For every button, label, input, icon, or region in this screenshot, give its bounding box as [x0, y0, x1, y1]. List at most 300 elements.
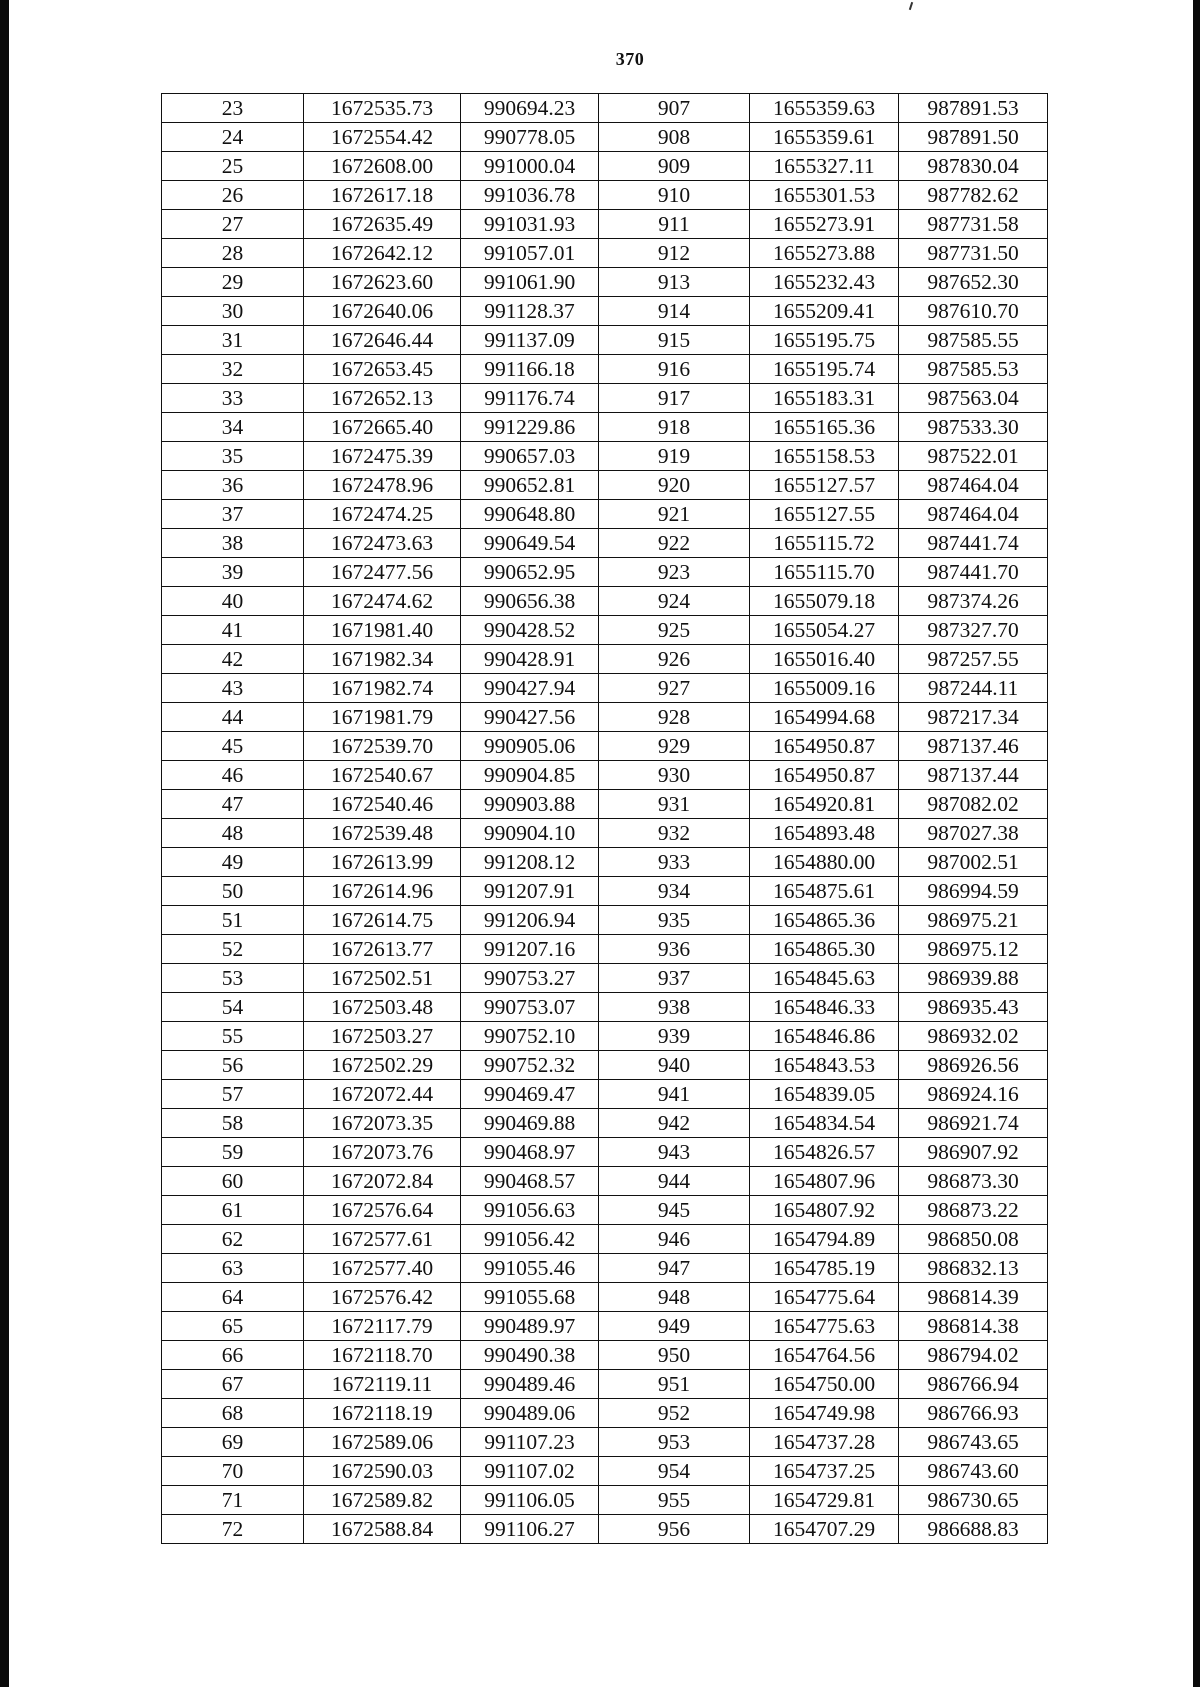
point-number-right-cell: 933	[599, 848, 750, 877]
table-row	[162, 761, 1048, 790]
point-number-right-cell: 916	[599, 355, 750, 384]
point-number-right-cell: 945	[599, 1196, 750, 1225]
x-coordinate-left-cell: 1672535.73	[304, 94, 461, 123]
table-row	[162, 993, 1048, 1022]
point-number-left-cell: 37	[162, 500, 304, 529]
y-coordinate-right-cell: 986766.94	[899, 1370, 1048, 1399]
y-coordinate-left-cell: 990657.03	[461, 442, 599, 471]
y-coordinate-right-cell: 987082.02	[899, 790, 1048, 819]
coordinates-table-body	[162, 94, 1048, 1544]
point-number-left-cell: 43	[162, 674, 304, 703]
x-coordinate-right-cell: 1654764.56	[750, 1341, 899, 1370]
x-coordinate-right-cell: 1654846.33	[750, 993, 899, 1022]
x-coordinate-right-cell: 1655127.57	[750, 471, 899, 500]
y-coordinate-right-cell: 987563.04	[899, 384, 1048, 413]
point-number-right-cell: 913	[599, 268, 750, 297]
x-coordinate-right-cell: 1654826.57	[750, 1138, 899, 1167]
x-coordinate-left-cell: 1672576.42	[304, 1283, 461, 1312]
x-coordinate-left-cell: 1672539.48	[304, 819, 461, 848]
x-coordinate-right-cell: 1654807.96	[750, 1167, 899, 1196]
x-coordinate-left-cell: 1672072.84	[304, 1167, 461, 1196]
y-coordinate-left-cell: 991056.63	[461, 1196, 599, 1225]
table-row	[162, 732, 1048, 761]
x-coordinate-left-cell: 1672474.62	[304, 587, 461, 616]
point-number-left-cell: 41	[162, 616, 304, 645]
x-coordinate-right-cell: 1654737.28	[750, 1428, 899, 1457]
point-number-left-cell: 51	[162, 906, 304, 935]
point-number-left-cell: 25	[162, 152, 304, 181]
point-number-left-cell: 31	[162, 326, 304, 355]
point-number-left-cell: 26	[162, 181, 304, 210]
point-number-left-cell: 57	[162, 1080, 304, 1109]
y-coordinate-left-cell: 991106.05	[461, 1486, 599, 1515]
y-coordinate-left-cell: 991207.91	[461, 877, 599, 906]
table-row	[162, 1399, 1048, 1428]
x-coordinate-right-cell: 1654893.48	[750, 819, 899, 848]
table-row	[162, 152, 1048, 181]
x-coordinate-left-cell: 1672588.84	[304, 1515, 461, 1544]
point-number-left-cell: 58	[162, 1109, 304, 1138]
x-coordinate-left-cell: 1672072.44	[304, 1080, 461, 1109]
point-number-left-cell: 39	[162, 558, 304, 587]
x-coordinate-right-cell: 1655127.55	[750, 500, 899, 529]
point-number-right-cell: 955	[599, 1486, 750, 1515]
table-row	[162, 181, 1048, 210]
y-coordinate-left-cell: 990648.80	[461, 500, 599, 529]
x-coordinate-left-cell: 1672073.35	[304, 1109, 461, 1138]
point-number-right-cell: 938	[599, 993, 750, 1022]
point-number-right-cell: 920	[599, 471, 750, 500]
point-number-right-cell: 907	[599, 94, 750, 123]
point-number-left-cell: 66	[162, 1341, 304, 1370]
y-coordinate-right-cell: 987830.04	[899, 152, 1048, 181]
y-coordinate-left-cell: 991107.23	[461, 1428, 599, 1457]
point-number-right-cell: 910	[599, 181, 750, 210]
y-coordinate-right-cell: 986730.65	[899, 1486, 1048, 1515]
point-number-right-cell: 908	[599, 123, 750, 152]
x-coordinate-left-cell: 1672554.42	[304, 123, 461, 152]
x-coordinate-left-cell: 1672613.77	[304, 935, 461, 964]
y-coordinate-left-cell: 990427.94	[461, 674, 599, 703]
point-number-left-cell: 40	[162, 587, 304, 616]
point-number-right-cell: 932	[599, 819, 750, 848]
table-row	[162, 94, 1048, 123]
x-coordinate-right-cell: 1654950.87	[750, 761, 899, 790]
point-number-left-cell: 28	[162, 239, 304, 268]
table-row	[162, 123, 1048, 152]
point-number-right-cell: 941	[599, 1080, 750, 1109]
y-coordinate-left-cell: 990652.95	[461, 558, 599, 587]
x-coordinate-left-cell: 1672577.40	[304, 1254, 461, 1283]
table-row	[162, 1051, 1048, 1080]
y-coordinate-left-cell: 990656.38	[461, 587, 599, 616]
point-number-left-cell: 38	[162, 529, 304, 558]
y-coordinate-left-cell: 990469.47	[461, 1080, 599, 1109]
table-row	[162, 1225, 1048, 1254]
point-number-left-cell: 67	[162, 1370, 304, 1399]
point-number-right-cell: 915	[599, 326, 750, 355]
point-number-right-cell: 953	[599, 1428, 750, 1457]
x-coordinate-right-cell: 1655273.91	[750, 210, 899, 239]
table-row	[162, 500, 1048, 529]
y-coordinate-left-cell: 991207.16	[461, 935, 599, 964]
table-row	[162, 210, 1048, 239]
x-coordinate-right-cell: 1655115.70	[750, 558, 899, 587]
point-number-left-cell: 60	[162, 1167, 304, 1196]
y-coordinate-left-cell: 990752.10	[461, 1022, 599, 1051]
y-coordinate-left-cell: 991055.46	[461, 1254, 599, 1283]
x-coordinate-left-cell: 1672539.70	[304, 732, 461, 761]
y-coordinate-right-cell: 987782.62	[899, 181, 1048, 210]
y-coordinate-left-cell: 991176.74	[461, 384, 599, 413]
point-number-right-cell: 918	[599, 413, 750, 442]
x-coordinate-right-cell: 1655183.31	[750, 384, 899, 413]
point-number-left-cell: 46	[162, 761, 304, 790]
point-number-left-cell: 23	[162, 94, 304, 123]
x-coordinate-left-cell: 1672614.96	[304, 877, 461, 906]
y-coordinate-right-cell: 987585.55	[899, 326, 1048, 355]
point-number-left-cell: 42	[162, 645, 304, 674]
x-coordinate-right-cell: 1655195.74	[750, 355, 899, 384]
x-coordinate-right-cell: 1654843.53	[750, 1051, 899, 1080]
y-coordinate-left-cell: 991057.01	[461, 239, 599, 268]
point-number-left-cell: 54	[162, 993, 304, 1022]
y-coordinate-left-cell: 990468.97	[461, 1138, 599, 1167]
y-coordinate-right-cell: 987257.55	[899, 645, 1048, 674]
x-coordinate-left-cell: 1672117.79	[304, 1312, 461, 1341]
x-coordinate-left-cell: 1672073.76	[304, 1138, 461, 1167]
y-coordinate-right-cell: 987002.51	[899, 848, 1048, 877]
y-coordinate-right-cell: 986975.21	[899, 906, 1048, 935]
x-coordinate-right-cell: 1654794.89	[750, 1225, 899, 1254]
x-coordinate-right-cell: 1654737.25	[750, 1457, 899, 1486]
table-row	[162, 1457, 1048, 1486]
x-coordinate-right-cell: 1655016.40	[750, 645, 899, 674]
table-row	[162, 906, 1048, 935]
x-coordinate-left-cell: 1672477.56	[304, 558, 461, 587]
x-coordinate-left-cell: 1672473.63	[304, 529, 461, 558]
table-row	[162, 1254, 1048, 1283]
point-number-left-cell: 64	[162, 1283, 304, 1312]
table-row	[162, 616, 1048, 645]
point-number-left-cell: 44	[162, 703, 304, 732]
y-coordinate-right-cell: 987441.70	[899, 558, 1048, 587]
y-coordinate-right-cell: 987585.53	[899, 355, 1048, 384]
x-coordinate-left-cell: 1672653.45	[304, 355, 461, 384]
point-number-right-cell: 926	[599, 645, 750, 674]
y-coordinate-left-cell: 991036.78	[461, 181, 599, 210]
point-number-left-cell: 24	[162, 123, 304, 152]
x-coordinate-right-cell: 1655079.18	[750, 587, 899, 616]
point-number-right-cell: 937	[599, 964, 750, 993]
y-coordinate-right-cell: 986794.02	[899, 1341, 1048, 1370]
x-coordinate-left-cell: 1672642.12	[304, 239, 461, 268]
table-row	[162, 326, 1048, 355]
point-number-left-cell: 35	[162, 442, 304, 471]
x-coordinate-left-cell: 1672118.70	[304, 1341, 461, 1370]
x-coordinate-left-cell: 1672617.18	[304, 181, 461, 210]
table-row	[162, 442, 1048, 471]
y-coordinate-left-cell: 990753.27	[461, 964, 599, 993]
y-coordinate-left-cell: 991000.04	[461, 152, 599, 181]
x-coordinate-right-cell: 1654749.98	[750, 1399, 899, 1428]
x-coordinate-left-cell: 1672118.19	[304, 1399, 461, 1428]
point-number-left-cell: 59	[162, 1138, 304, 1167]
x-coordinate-left-cell: 1672503.48	[304, 993, 461, 1022]
y-coordinate-right-cell: 986926.56	[899, 1051, 1048, 1080]
y-coordinate-right-cell: 986743.65	[899, 1428, 1048, 1457]
y-coordinate-left-cell: 991106.27	[461, 1515, 599, 1544]
y-coordinate-right-cell: 986873.22	[899, 1196, 1048, 1225]
y-coordinate-right-cell: 987027.38	[899, 819, 1048, 848]
y-coordinate-left-cell: 990903.88	[461, 790, 599, 819]
table-row	[162, 877, 1048, 906]
table-row	[162, 1196, 1048, 1225]
point-number-left-cell: 70	[162, 1457, 304, 1486]
table-row	[162, 297, 1048, 326]
point-number-left-cell: 33	[162, 384, 304, 413]
point-number-left-cell: 52	[162, 935, 304, 964]
y-coordinate-left-cell: 990905.06	[461, 732, 599, 761]
x-coordinate-left-cell: 1672119.11	[304, 1370, 461, 1399]
point-number-right-cell: 954	[599, 1457, 750, 1486]
point-number-right-cell: 942	[599, 1109, 750, 1138]
point-number-left-cell: 48	[162, 819, 304, 848]
point-number-right-cell: 948	[599, 1283, 750, 1312]
point-number-left-cell: 36	[162, 471, 304, 500]
table-row	[162, 587, 1048, 616]
y-coordinate-right-cell: 987522.01	[899, 442, 1048, 471]
point-number-left-cell: 50	[162, 877, 304, 906]
point-number-left-cell: 27	[162, 210, 304, 239]
point-number-right-cell: 927	[599, 674, 750, 703]
x-coordinate-right-cell: 1655232.43	[750, 268, 899, 297]
y-coordinate-left-cell: 990753.07	[461, 993, 599, 1022]
table-row	[162, 384, 1048, 413]
x-coordinate-left-cell: 1672478.96	[304, 471, 461, 500]
table-row	[162, 674, 1048, 703]
point-number-left-cell: 45	[162, 732, 304, 761]
y-coordinate-left-cell: 991229.86	[461, 413, 599, 442]
table-row	[162, 1022, 1048, 1051]
table-row	[162, 1080, 1048, 1109]
x-coordinate-right-cell: 1655359.61	[750, 123, 899, 152]
point-number-left-cell: 34	[162, 413, 304, 442]
x-coordinate-left-cell: 1672540.67	[304, 761, 461, 790]
x-coordinate-left-cell: 1672474.25	[304, 500, 461, 529]
point-number-left-cell: 72	[162, 1515, 304, 1544]
x-coordinate-left-cell: 1671981.40	[304, 616, 461, 645]
x-coordinate-right-cell: 1654785.19	[750, 1254, 899, 1283]
x-coordinate-left-cell: 1672589.82	[304, 1486, 461, 1515]
y-coordinate-left-cell: 991061.90	[461, 268, 599, 297]
y-coordinate-right-cell: 986932.02	[899, 1022, 1048, 1051]
y-coordinate-left-cell: 991137.09	[461, 326, 599, 355]
y-coordinate-left-cell: 990428.52	[461, 616, 599, 645]
point-number-left-cell: 56	[162, 1051, 304, 1080]
x-coordinate-left-cell: 1672608.00	[304, 152, 461, 181]
x-coordinate-right-cell: 1655054.27	[750, 616, 899, 645]
x-coordinate-left-cell: 1672665.40	[304, 413, 461, 442]
x-coordinate-left-cell: 1672502.51	[304, 964, 461, 993]
point-number-right-cell: 922	[599, 529, 750, 558]
table-row	[162, 1167, 1048, 1196]
y-coordinate-right-cell: 987441.74	[899, 529, 1048, 558]
y-coordinate-right-cell: 987374.26	[899, 587, 1048, 616]
y-coordinate-left-cell: 991107.02	[461, 1457, 599, 1486]
y-coordinate-left-cell: 990490.38	[461, 1341, 599, 1370]
x-coordinate-right-cell: 1654920.81	[750, 790, 899, 819]
x-coordinate-right-cell: 1654775.64	[750, 1283, 899, 1312]
y-coordinate-right-cell: 987464.04	[899, 471, 1048, 500]
y-coordinate-left-cell: 990489.06	[461, 1399, 599, 1428]
scan-speck	[909, 2, 913, 10]
x-coordinate-left-cell: 1672475.39	[304, 442, 461, 471]
point-number-right-cell: 931	[599, 790, 750, 819]
table-row	[162, 703, 1048, 732]
y-coordinate-right-cell: 986924.16	[899, 1080, 1048, 1109]
point-number-left-cell: 63	[162, 1254, 304, 1283]
y-coordinate-left-cell: 990649.54	[461, 529, 599, 558]
x-coordinate-left-cell: 1672613.99	[304, 848, 461, 877]
point-number-right-cell: 947	[599, 1254, 750, 1283]
y-coordinate-left-cell: 990694.23	[461, 94, 599, 123]
y-coordinate-left-cell: 991031.93	[461, 210, 599, 239]
y-coordinate-right-cell: 986832.13	[899, 1254, 1048, 1283]
x-coordinate-left-cell: 1672503.27	[304, 1022, 461, 1051]
x-coordinate-right-cell: 1655359.63	[750, 94, 899, 123]
y-coordinate-right-cell: 987731.58	[899, 210, 1048, 239]
point-number-right-cell: 925	[599, 616, 750, 645]
x-coordinate-left-cell: 1672502.29	[304, 1051, 461, 1080]
table-row	[162, 790, 1048, 819]
x-coordinate-right-cell: 1654775.63	[750, 1312, 899, 1341]
y-coordinate-left-cell: 991206.94	[461, 906, 599, 935]
table-row	[162, 268, 1048, 297]
table-row	[162, 645, 1048, 674]
point-number-right-cell: 930	[599, 761, 750, 790]
x-coordinate-left-cell: 1672540.46	[304, 790, 461, 819]
x-coordinate-right-cell: 1655301.53	[750, 181, 899, 210]
y-coordinate-left-cell: 991056.42	[461, 1225, 599, 1254]
table-row	[162, 1138, 1048, 1167]
y-coordinate-right-cell: 986907.92	[899, 1138, 1048, 1167]
y-coordinate-right-cell: 986873.30	[899, 1167, 1048, 1196]
y-coordinate-right-cell: 986743.60	[899, 1457, 1048, 1486]
x-coordinate-right-cell: 1655273.88	[750, 239, 899, 268]
y-coordinate-right-cell: 987327.70	[899, 616, 1048, 645]
point-number-left-cell: 71	[162, 1486, 304, 1515]
x-coordinate-right-cell: 1654750.00	[750, 1370, 899, 1399]
point-number-left-cell: 65	[162, 1312, 304, 1341]
y-coordinate-right-cell: 987891.53	[899, 94, 1048, 123]
point-number-left-cell: 68	[162, 1399, 304, 1428]
x-coordinate-left-cell: 1672652.13	[304, 384, 461, 413]
table-row	[162, 471, 1048, 500]
x-coordinate-right-cell: 1654807.92	[750, 1196, 899, 1225]
x-coordinate-right-cell: 1654880.00	[750, 848, 899, 877]
y-coordinate-left-cell: 990468.57	[461, 1167, 599, 1196]
y-coordinate-right-cell: 986766.93	[899, 1399, 1048, 1428]
x-coordinate-right-cell: 1654994.68	[750, 703, 899, 732]
y-coordinate-left-cell: 991166.18	[461, 355, 599, 384]
table-row	[162, 848, 1048, 877]
y-coordinate-right-cell: 986935.43	[899, 993, 1048, 1022]
point-number-right-cell: 950	[599, 1341, 750, 1370]
point-number-right-cell: 921	[599, 500, 750, 529]
table-row	[162, 1341, 1048, 1370]
y-coordinate-right-cell: 986814.38	[899, 1312, 1048, 1341]
x-coordinate-left-cell: 1672577.61	[304, 1225, 461, 1254]
x-coordinate-right-cell: 1654729.81	[750, 1486, 899, 1515]
x-coordinate-left-cell: 1672646.44	[304, 326, 461, 355]
y-coordinate-right-cell: 986994.59	[899, 877, 1048, 906]
point-number-left-cell: 62	[162, 1225, 304, 1254]
x-coordinate-left-cell: 1671981.79	[304, 703, 461, 732]
point-number-right-cell: 912	[599, 239, 750, 268]
table-row	[162, 819, 1048, 848]
x-coordinate-left-cell: 1671982.34	[304, 645, 461, 674]
table-row	[162, 1428, 1048, 1457]
point-number-left-cell: 47	[162, 790, 304, 819]
scan-edge-left	[0, 0, 9, 1687]
point-number-left-cell: 30	[162, 297, 304, 326]
point-number-right-cell: 951	[599, 1370, 750, 1399]
x-coordinate-left-cell: 1672623.60	[304, 268, 461, 297]
x-coordinate-right-cell: 1654865.30	[750, 935, 899, 964]
point-number-left-cell: 29	[162, 268, 304, 297]
table-row	[162, 558, 1048, 587]
point-number-left-cell: 32	[162, 355, 304, 384]
x-coordinate-right-cell: 1654839.05	[750, 1080, 899, 1109]
table-row	[162, 1312, 1048, 1341]
x-coordinate-right-cell: 1654875.61	[750, 877, 899, 906]
y-coordinate-right-cell: 987137.46	[899, 732, 1048, 761]
x-coordinate-left-cell: 1672576.64	[304, 1196, 461, 1225]
y-coordinate-left-cell: 990752.32	[461, 1051, 599, 1080]
point-number-left-cell: 55	[162, 1022, 304, 1051]
point-number-right-cell: 936	[599, 935, 750, 964]
y-coordinate-left-cell: 990428.91	[461, 645, 599, 674]
x-coordinate-right-cell: 1655209.41	[750, 297, 899, 326]
point-number-right-cell: 934	[599, 877, 750, 906]
y-coordinate-right-cell: 987610.70	[899, 297, 1048, 326]
y-coordinate-right-cell: 987652.30	[899, 268, 1048, 297]
y-coordinate-left-cell: 990904.85	[461, 761, 599, 790]
x-coordinate-right-cell: 1654707.29	[750, 1515, 899, 1544]
table-row	[162, 355, 1048, 384]
point-number-right-cell: 944	[599, 1167, 750, 1196]
table-row	[162, 1109, 1048, 1138]
y-coordinate-right-cell: 987891.50	[899, 123, 1048, 152]
point-number-left-cell: 49	[162, 848, 304, 877]
x-coordinate-right-cell: 1655158.53	[750, 442, 899, 471]
point-number-right-cell: 940	[599, 1051, 750, 1080]
table-row	[162, 1515, 1048, 1544]
y-coordinate-left-cell: 990778.05	[461, 123, 599, 152]
x-coordinate-left-cell: 1672640.06	[304, 297, 461, 326]
x-coordinate-left-cell: 1672589.06	[304, 1428, 461, 1457]
table-row	[162, 239, 1048, 268]
x-coordinate-left-cell: 1671982.74	[304, 674, 461, 703]
point-number-right-cell: 956	[599, 1515, 750, 1544]
x-coordinate-left-cell: 1672635.49	[304, 210, 461, 239]
point-number-right-cell: 923	[599, 558, 750, 587]
y-coordinate-right-cell: 987533.30	[899, 413, 1048, 442]
point-number-right-cell: 917	[599, 384, 750, 413]
y-coordinate-right-cell: 987464.04	[899, 500, 1048, 529]
y-coordinate-left-cell: 990427.56	[461, 703, 599, 732]
